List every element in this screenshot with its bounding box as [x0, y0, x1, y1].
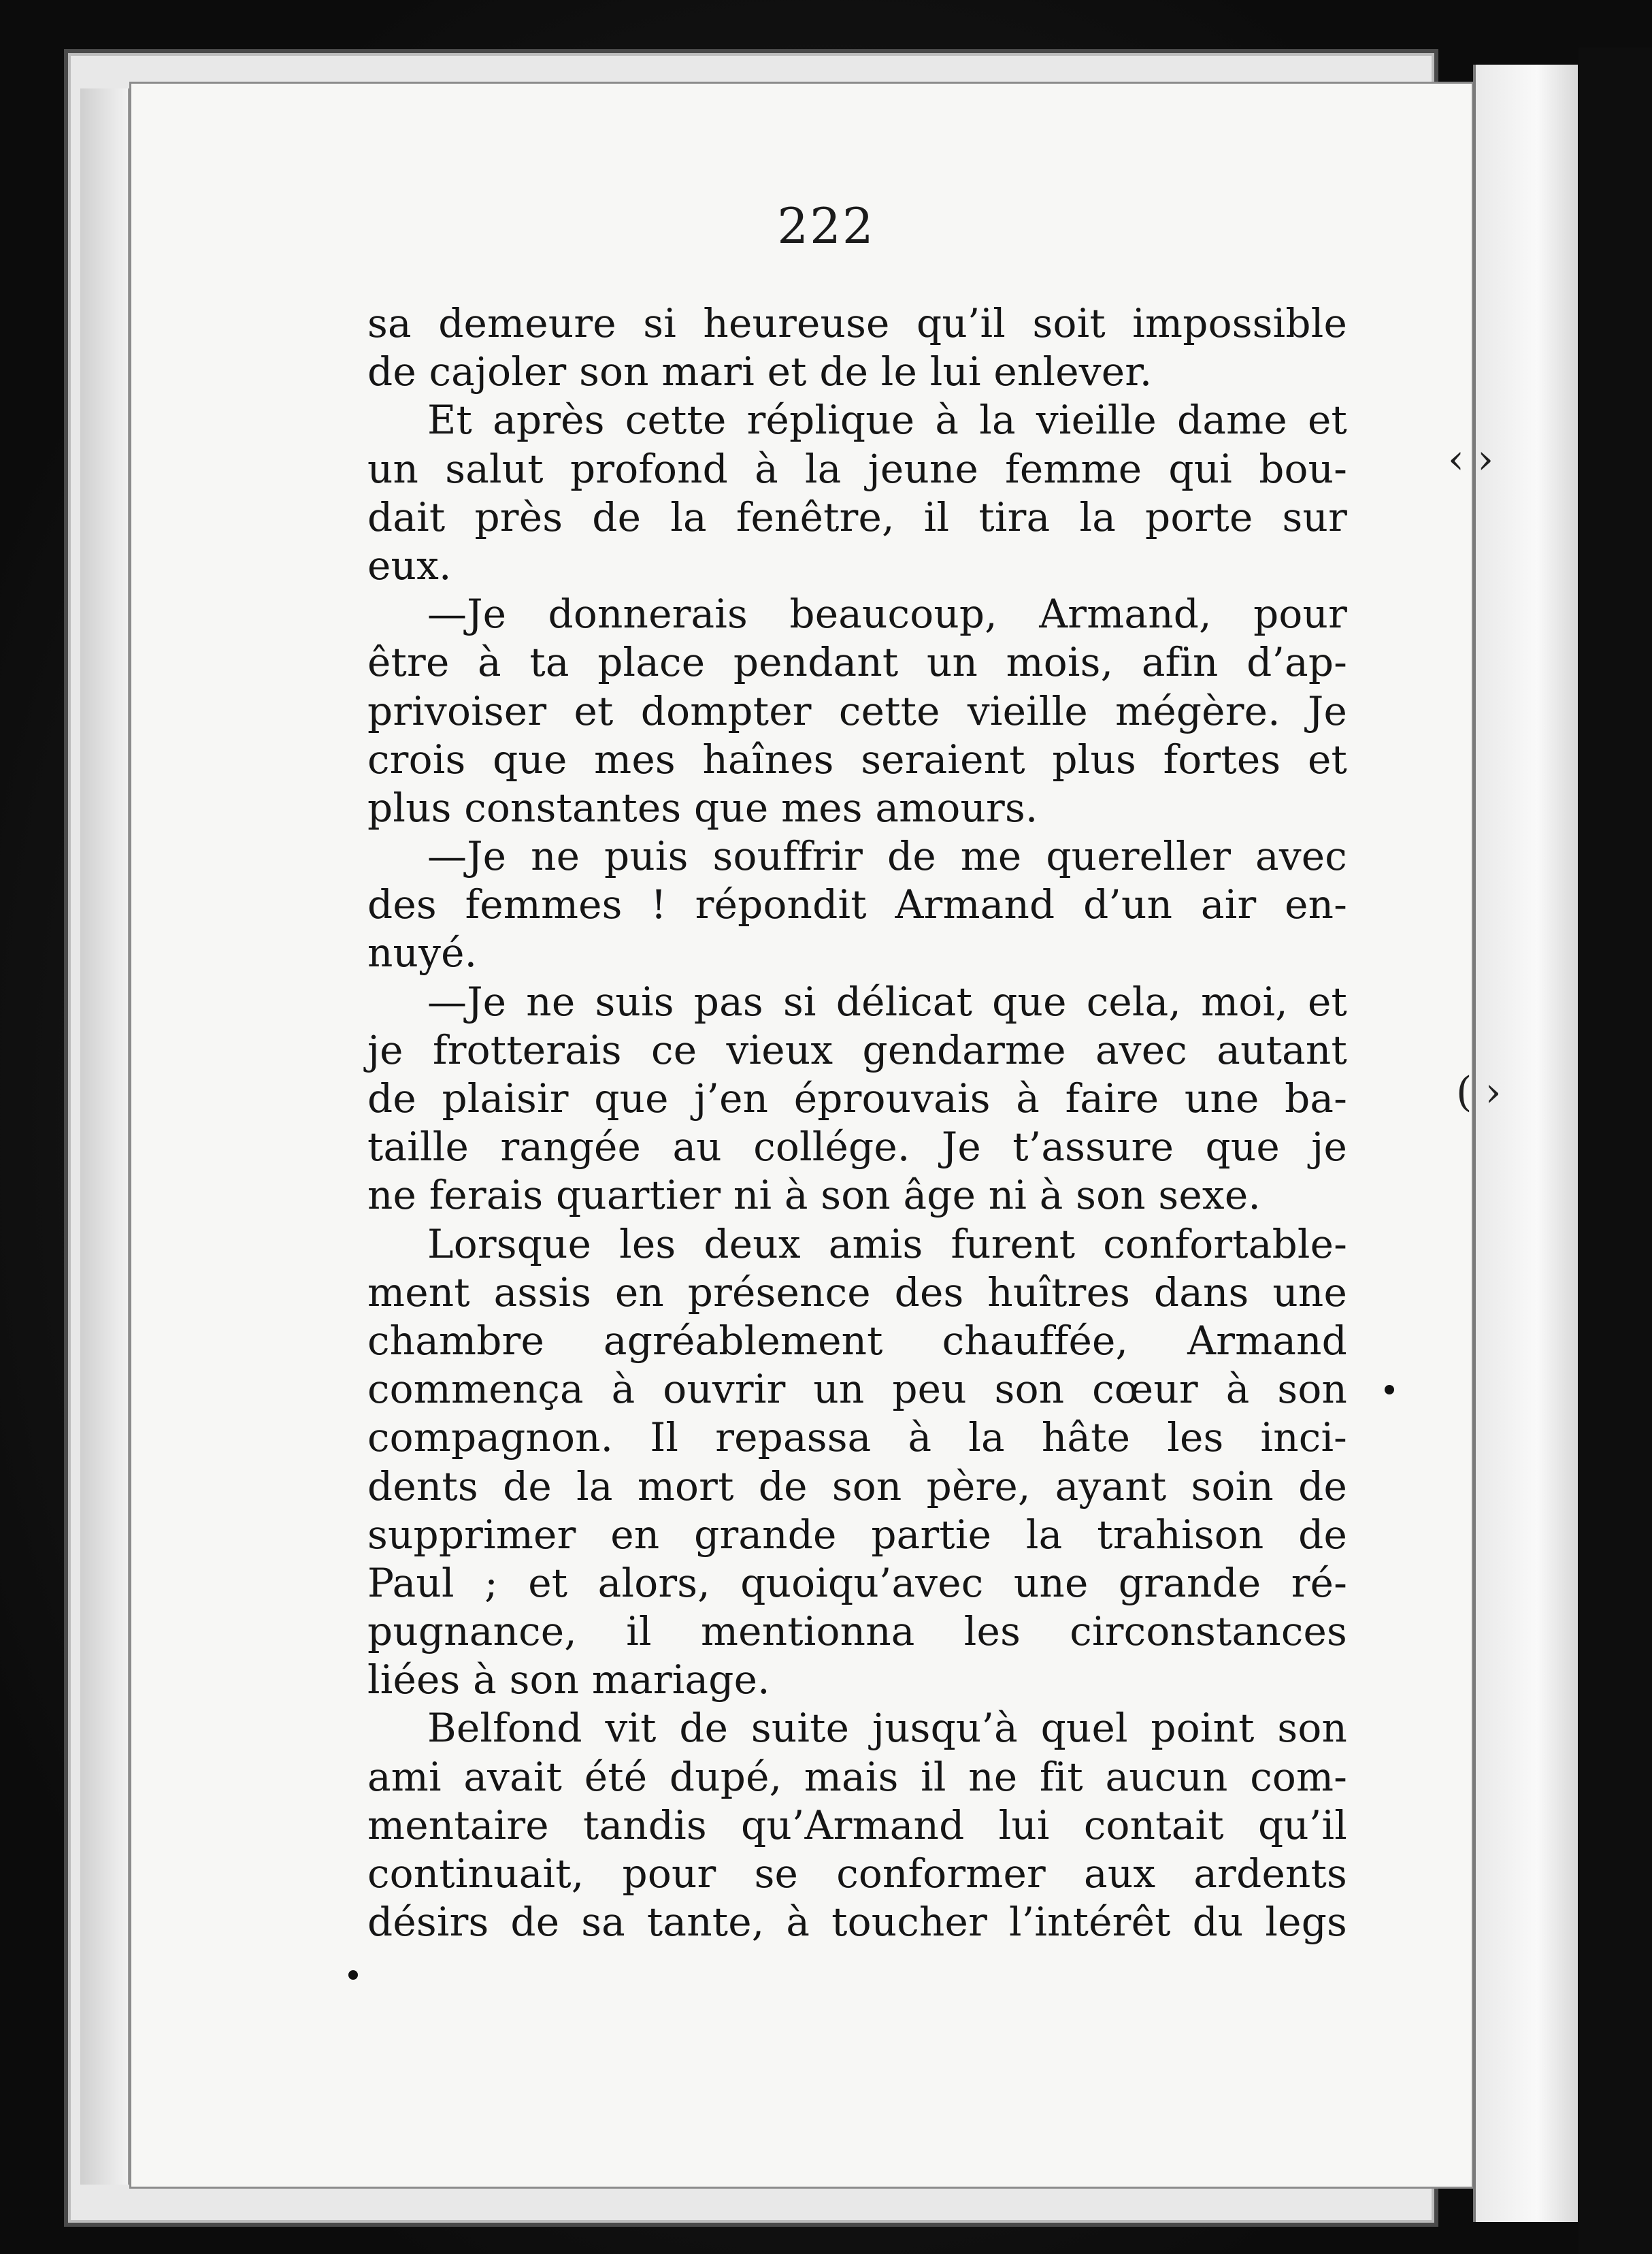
body-text [367, 299, 1347, 1946]
text-line: désirs de sa tante, à toucher l’intérêt du legs [367, 1899, 1347, 1946]
text-line: crois que mes haînes seraient plus fortes et [367, 736, 1347, 783]
speck-mark [1385, 1385, 1394, 1394]
text-line: eux. [367, 542, 452, 589]
text-line: ment assis en présence des huîtres dans une [367, 1269, 1347, 1316]
text-line: —Je ne suis pas si délicat que cela, moi, et [427, 978, 1347, 1025]
text-line: privoiser et dompter cette vieille mégère. Je [367, 687, 1347, 734]
text-line: des femmes ! répondit Armand d’un air en- [367, 881, 1347, 928]
text-line: nuyé. [367, 930, 478, 977]
text-line: je frotterais ce vieux gendarme avec autant [367, 1026, 1347, 1073]
text-line: continuait, pour se conformer aux ardents [367, 1850, 1347, 1897]
text-line: Belfond vit de suite jusqu’à quel point son [427, 1705, 1347, 1752]
text-line: —Je donnerais beaucoup, Armand, pour [427, 591, 1347, 638]
text-line: être à ta place pendant un mois, afin d’ap- [367, 639, 1347, 686]
scan-dark-edge [1579, 48, 1652, 2254]
text-line: plus constantes que mes amours. [367, 784, 1038, 831]
text-line: Et après cette réplique à la vieille dame et [427, 397, 1347, 444]
text-line: pugnance, il mentionna les circonstances [367, 1608, 1347, 1655]
text-line: chambre agréablement chauffée, Armand [367, 1317, 1347, 1364]
binding-mark-middle: ( › [1456, 1068, 1502, 1116]
text-line: compagnon. Il repassa à la hâte les inci- [367, 1414, 1347, 1461]
text-line: de plaisir que j’en éprouvais à faire une ba- [367, 1075, 1347, 1122]
text-line: commença à ouvrir un peu son cœur à son [367, 1366, 1347, 1413]
text-line: dents de la mort de son père, ayant soin de [367, 1463, 1347, 1509]
text-line: ami avait été dupé, mais il ne fit aucun com- [367, 1753, 1347, 1800]
text-line: Lorsque les deux amis furent confortable- [427, 1220, 1347, 1267]
facing-page-edge [1473, 65, 1578, 2222]
text-line: de cajoler son mari et de le lui enlever. [367, 348, 1153, 395]
binding-mark-top: ‹ › [1448, 436, 1494, 483]
page-stack-edge [80, 88, 129, 2185]
text-line: mentaire tandis qu’Armand lui contait qu’il [367, 1801, 1347, 1848]
speck-mark [348, 1970, 358, 1980]
text-line: —Je ne puis souffrir de me quereller avec [427, 833, 1347, 880]
text-line: supprimer en grande partie la trahison de [367, 1511, 1347, 1558]
page-number: 222 [777, 197, 875, 255]
text-line: liées à son mariage. [367, 1656, 770, 1703]
text-line: dait près de la fenêtre, il tira la porte sur [367, 493, 1347, 540]
text-line: sa demeure si heureuse qu’il soit impossible [367, 300, 1347, 346]
text-line: un salut profond à la jeune femme qui bou- [367, 445, 1347, 492]
text-line: ne ferais quartier ni à son âge ni à son sexe. [367, 1172, 1261, 1219]
text-line: Paul ; et alors, quoiqu’avec une grande ré- [367, 1559, 1347, 1606]
text-line: taille rangée au collége. Je t’assure que je [367, 1124, 1347, 1171]
